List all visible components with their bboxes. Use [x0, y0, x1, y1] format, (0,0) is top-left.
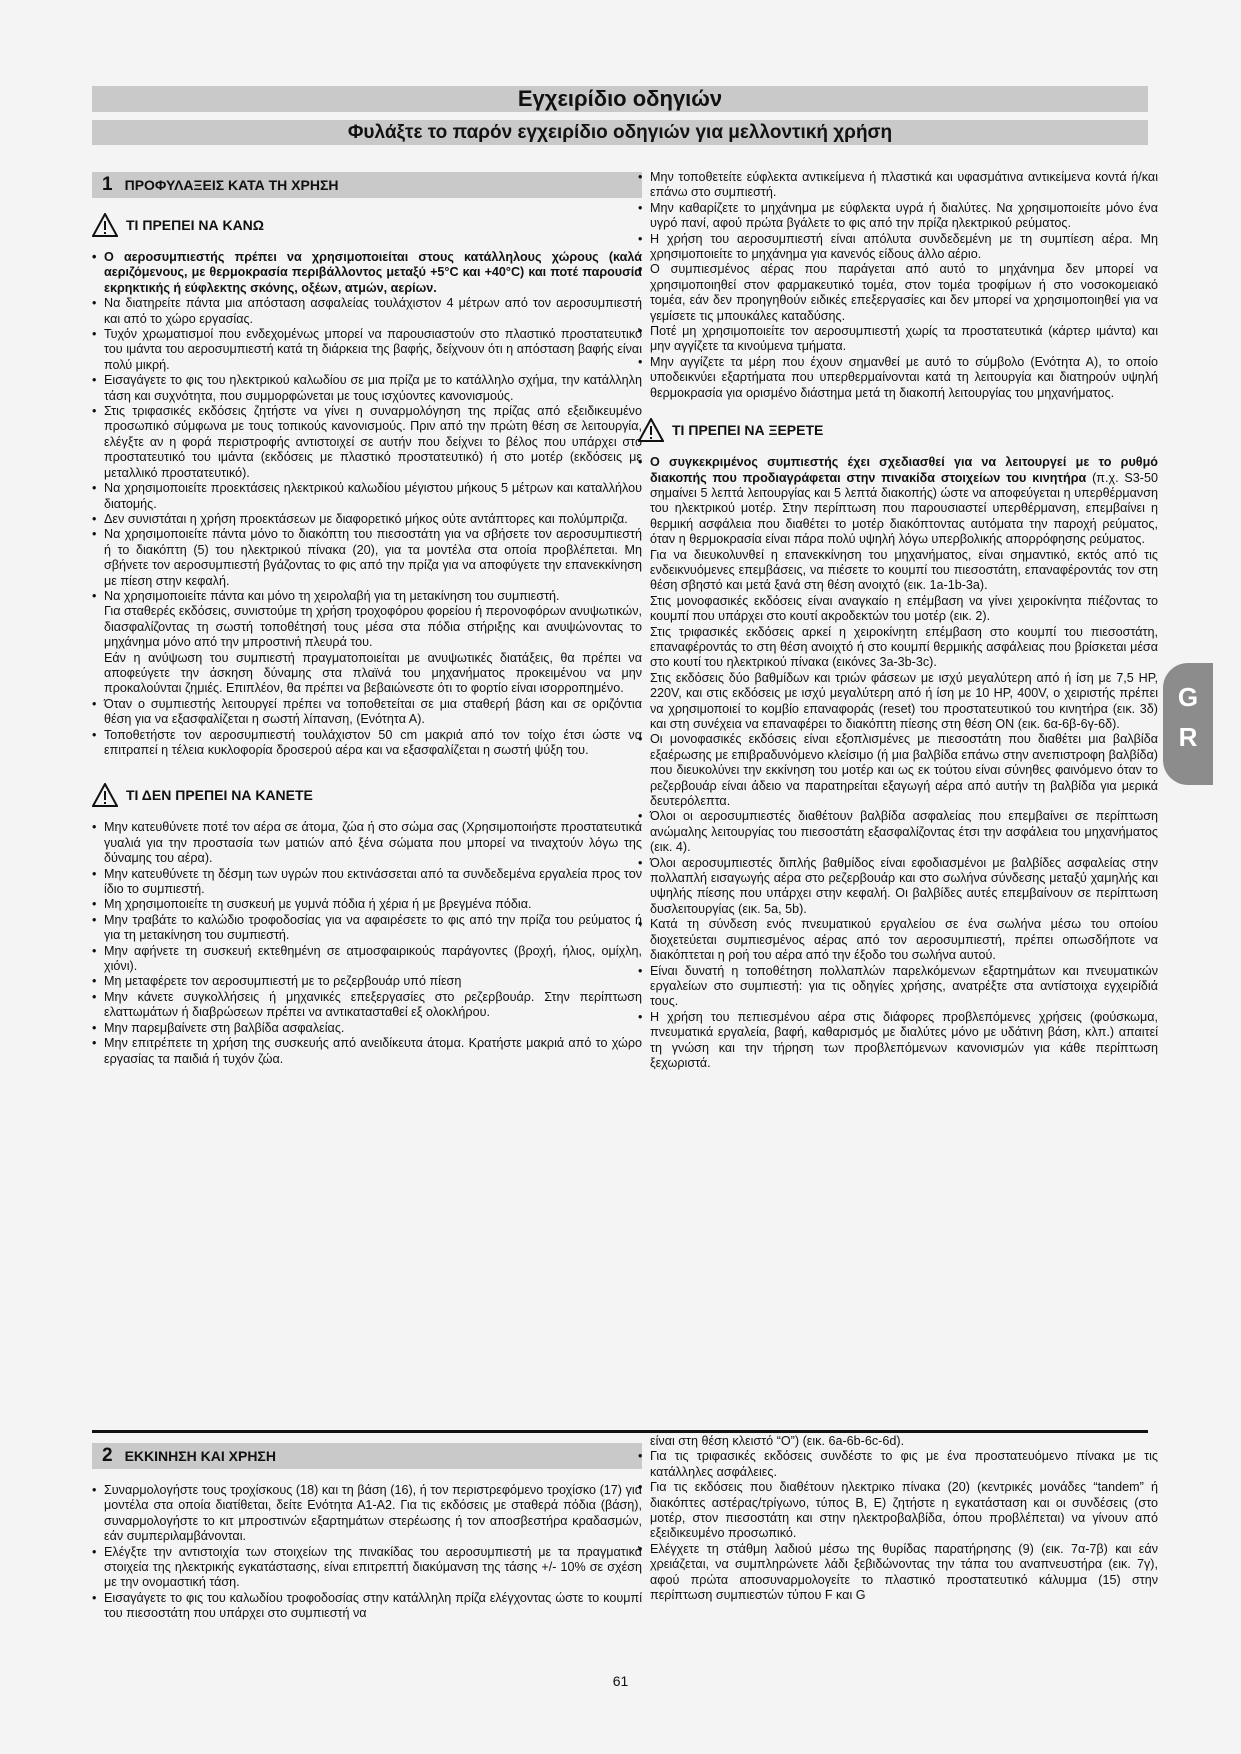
know-list-continued	[638, 732, 1158, 1071]
list-item: • Να χρησιμοποιείτε πάντα μόνο το διακόπτη του πιεσοστάτη για να σβήσετε τον αεροσυμπιεστή ή το διακόπτη (5) του ηλεκτρικού πίνακα (20), για τα μοντέλα στα οποία προβλέπεται. Μη σβήνετε τον αεροσυμπιεστή βγάζοντας το φις από την πρίζα για να αποφύγετε την επανεκκίνηση με πίεση στην κεφαλή.	[92, 527, 642, 589]
know-list	[638, 455, 1158, 547]
left-column	[92, 172, 642, 1067]
list-item: • Οι μονοφασικές εκδόσεις είναι εξοπλισμένες με πιεσοστάτη που διαθέτει μια βαλβίδα εξαέρωσης με επιβραδυνόμενο κλείσιμο (ή μια βαλβίδα επάνω στην ανεπιστροφη βαλβίδα) που διευκολύνει την εκκίνηση του μοτέρ και ως εκ τούτου είναι σύνηθες φαινόμενο όταν το ρεζερβουάρ είναι άδειο να παρατηρείται εξαγωγή αέρα από αυτήν τη βαλβίδα για μερικά δευτερόλεπτα.	[638, 732, 1158, 809]
section-1-title: ΠΡΟΦΥΛΑΞΕΙΣ ΚΑΤΑ ΤΗ ΧΡΗΣΗ	[124, 177, 339, 193]
right-precautions-list	[638, 170, 1158, 401]
know-heading	[638, 417, 1158, 443]
must-do-heading	[92, 212, 642, 238]
startup-list-continued	[638, 1449, 1158, 1603]
list-item: • Μη μεταφέρετε τον αεροσυμπιεστή με το ρεζερβουάρ υπό πίεση	[92, 974, 642, 989]
must-not-heading	[92, 782, 642, 808]
warning-icon	[638, 418, 664, 442]
paragraph: Εάν η ανύψωση του συμπιεστή πραγματοποιείται με ανυψωτικές διατάξεις, θα πρέπει να αποφεύγετε την άσκηση δύναμης στα πλαϊνά του μηχανήματος προκειμένου να μην προκαλούνται ζημιές. Επιπλέον, θα πρέπει να βεβαιώνεστε ότι το φορτίο είναι ισορροπημένο.	[104, 650, 642, 696]
list-item: • Τοποθετήστε τον αεροσυμπιεστή τουλάχιστον 50 cm μακριά από τον τοίχο έτσι ώστε να επιτραπεί η τέλεια κυκλοφορία δροσερού αέρα και να εξασφαλίζεται η σωστή ψύξη του.	[92, 728, 642, 759]
manual-subtitle: Φυλάξτε το παρόν εγχειρίδιο οδηγιών για μελλοντική χρήση	[92, 120, 1148, 145]
must-do-list-continued	[92, 697, 642, 759]
page-number: 61	[612, 1673, 629, 1689]
list-item: • Ποτέ μη χρησιμοποιείτε τον αεροσυμπιεστή χωρίς τα προστατευτικά (κάρτερ ιμάντα) και μην αγγίζετε τα κινούμενα τμήματα.	[638, 324, 1158, 355]
list-item: • Να διατηρείτε πάντα μια απόσταση ασφαλείας τουλάχιστον 4 μέτρων από τον αεροσυμπιεστή και από το χώρο εργασίας.	[92, 296, 642, 327]
list-item: • Η χρήση του πεπιεσμένου αέρα στις διάφορες προβλεπόμενες χρήσεις (φούσκωμα, πνευματικά εργαλεία, βαφή, καθαρισμός με διαλύτες μόνο με υδάτινη βάση, κλπ.) απαιτεί τη γνώση και την τήρηση των προβλεπόμενων κανονισμών για κάθε περίπτωση ξεχωριστά.	[638, 1010, 1158, 1072]
list-item: • Μην τοποθετείτε εύφλεκτα αντικείμενα ή πλαστικά και υφασμάτινα αντικείμενα κοντά ή/και επάνω στο συμπιεστή.	[638, 170, 1158, 201]
language-tab	[1163, 663, 1213, 785]
list-item: • Όλοι οι αεροσυμπιεστές διαθέτουν βαλβίδα ασφαλείας που επεμβαίνει σε περίπτωση ανώμαλης λειτουργίας του πιεσοστάτη εξασφαλίζοντας έτσι την ασφάλεια του μηχανήματος (εικ. 4).	[638, 809, 1158, 855]
section-2-title: ΕΚΚΙΝΗΣΗ ΚΑΙ ΧΡΗΣΗ	[124, 1448, 276, 1464]
know-item-rest: (π.χ. S3-50 σημαίνει 5 λεπτά λειτουργίας και 5 λεπτά διακοπής) ώστε να αποφεύγεται η υπερθέρμανση του ηλεκτρικού μοτέρ. Στην περίπτωση που παρουσιαστεί υπερθέρμανση, επεμβαίνει η θερμική ασφάλεια που διαθέτει το μοτέρ διακόπτοντας αυτόματα την παροχή ρεύματος, όταν η θερμοκρασία είναι πάρα πολύ υψηλή λόγω υπερβολικής απορρόφησης ρεύματος.	[650, 470, 1158, 547]
list-item: • Μην τραβάτε το καλώδιο τροφοδοσίας για να αφαιρέσετε το φις από την πρίζα του ρεύματος ή για τη μετακίνηση του συμπιεστή.	[92, 913, 642, 944]
list-item: • Μην αγγίζετε τα μέρη που έχουν σημανθεί με αυτό το σύμβολο (Ενότητα Α), το οποίο υποδεικνύει εξαρτήματα που υπερθερμαίνονται κατά τη λειτουργία και διατηρούν υψηλή θερμοκρασία για ορισμένο διάστημα μετά τη διακοπή λειτουργίας του μηχανήματος.	[638, 355, 1158, 401]
list-item: • Να χρησιμοποιείτε προεκτάσεις ηλεκτρικού καλωδίου μέγιστου μήκους 5 μέτρων και καταλλήλου διατομής.	[92, 481, 642, 512]
list-item: • Ο συμπιεσμένος αέρας που παράγεται από αυτό το μηχάνημα δεν μπορεί να χρησιμοποιηθεί στον φαρμακευτικό τομέα, στον τομέα τροφίμων ή στο νοσοκομειακό τομέα, εάν δεν προηγηθούν ειδικές επεξεργασίες και δεν μπορεί να χρησιμοποιηθεί για να γεμίσετε τις μπουκάλες καταδύσης.	[638, 262, 1158, 324]
list-item: • Συναρμολογήστε τους τροχίσκους (18) και τη βάση (16), ή τον περιστρεφόμενο τροχίσκο (17) για μοντέλα στα οποία διατίθεται, δείτε Ενότητα Α1-Α2. Για τις εκδόσεις με σταθερά πόδια (βάση), συναρμολογήστε το κιτ μπροστινών εξαρτημάτων στερέωσης ή τον αποσβεστήρα κραδασμών, εάν συμπεριλαμβάνονται.	[92, 1483, 642, 1545]
must-do-list	[92, 250, 642, 604]
list-item: • Μην κατευθύνετε ποτέ τον αέρα σε άτομα, ζώα ή στο σώμα σας (Χρησιμοποιήστε προστατευτικά γυαλιά για την προστασία των ματιών από ξένα σώματα που μπορεί να τιναχτούν λόγω της δύναμης του αέρα).	[92, 820, 642, 866]
paragraph: είναι στη θέση κλειστό “O”) (εικ. 6a-6b-6c-6d).	[650, 1434, 905, 1448]
list-item: • Κατά τη σύνδεση ενός πνευματικού εργαλείου σε ένα σωλήνα μέσω του οποίου διοχετεύεται συμπιεσμένος αέρας από τον αεροσυμπιεστή, πρέπει οπωσδήποτε να διακόπτεται η ροή του αέρα από την έξοδο του σωλήνα αυτού.	[638, 917, 1158, 963]
warning-icon	[92, 213, 118, 237]
list-item: • Εισαγάγετε το φις του ηλεκτρικού καλωδίου σε μια πρίζα με το κατάλληλο σχήμα, την κατάλληλη τάση και συχνότητα, που συμμορφώνεται με τους ισχύοντες κανονισμούς.	[92, 373, 642, 404]
list-item: • Για τις εκδόσεις που διαθέτουν ηλεκτρικο πίνακα (20) (κεντρικές μονάδες “tandem” ή διακόπτες αστέρας/τρίγωνο, τύπος B, E) ζητήστε η εγκατάσταση και οι συνδέσεις (στο μοτέρ, στον πιεσοστάτη και στην ηλεκτροβαλβίδα, όπου προβλέπεται) να γίνουν από εξειδικευμένο προσωπικό.	[638, 1480, 1158, 1542]
list-item: • Δεν συνιστάται η χρήση προεκτάσεων με διαφορετικό μήκος ούτε αντάπτορες και πολύμπριζα.	[92, 512, 642, 527]
paragraph: Για σταθερές εκδόσεις, συνιστούμε τη χρήση τροχοφόρου φορείου ή περονοφόρων ανυψωτικών, διασφαλίζοντας τη σωστή τοποθέτησή τους μέσα στα πόδια στήριξης και ανυψώνοντας το μηχάνημα μόνο από την μπροστινή πλευρά του.	[104, 604, 642, 650]
right-column	[638, 170, 1158, 1071]
manual-title: Εγχειρίδιο οδηγιών	[92, 86, 1148, 112]
language-tab-letter: G	[1177, 682, 1199, 712]
list-item: • Μην παρεμβαίνετε στη βαλβίδα ασφαλείας.	[92, 1021, 642, 1036]
list-item: • Να χρησιμοποιείτε πάντα και μόνο τη χειρολαβή για τη μετακίνηση του συμπιεστή.	[92, 589, 642, 604]
section-2-left-column	[92, 1443, 642, 1622]
must-do-title: ΤΙ ΠΡΕΠΕΙ ΝΑ ΚΑΝΩ	[126, 217, 265, 233]
paragraph: Στις εκδόσεις δύο βαθμίδων και τριών φάσεων με ισχύ μεγαλύτερη από ή ίση με 7,5 HP, 220V, και στις εκδόσεις με ισχύ μεγαλύτερη από ή ίση με 10 HP, 400V, ο χειριστής πρέπει να χρησιμοποιεί το κομβίο επαναφοράς (reset) του προστατευτικού του κινητήρα (εικ. 3δ) και στη συνέχεια να επαναφέρει το διακόπτη πίεσης στη θέση ON (εικ. 6α-6β-6γ-6δ).	[650, 670, 1158, 731]
list-item: • Μην επιτρέπετε τη χρήση της συσκευής από ανειδίκευτα άτομα. Κρατήστε μακριά από το χώρο εργασίας τα παιδιά ή τυχόν ζώα.	[92, 1036, 642, 1067]
know-item-bold: Ο συγκεκριμένος συμπιεστής έχει σχεδιασθεί για να λειτουργεί με το ρυθμό διακοπής που προδιαγράφεται στην πινακίδα στοιχείων του κινητήρα	[650, 455, 1158, 485]
list-item: • Όταν ο συμπιεστής λειτουργεί πρέπει να τοποθετείται σε μια σταθερή βάση και σε οριζόντια θέση για να εξασφαλίζεται η σωστή λίπανση, (Ενότητα Α).	[92, 697, 642, 728]
paragraph: Στις τριφασικές εκδόσεις αρκεί η χειροκίνητη επέμβαση στο κουμπί του πιεσοστάτη, επαναφέροντάς το στη θέση ανοιχτό ή στο κουμπί θερμικής ασφάλειας που βρίσκεται μέσα στο κουτί του ηλεκτρικού πίνακα (εικόνες 3a-3b-3c).	[650, 624, 1158, 670]
must-not-list	[92, 820, 642, 1067]
section-divider	[92, 1430, 1148, 1433]
list-item: • Για τις τριφασικές εκδόσεις συνδέστε το φις με ένα προστατευόμενο πίνακα με τις κατάλληλες ασφάλειες.	[638, 1449, 1158, 1480]
section-2-heading	[92, 1443, 642, 1469]
paragraph: Για να διευκολυνθεί η επανεκκίνηση του μηχανήματος, είναι σημαντικό, εκτός από τις ενδεικνυόμενες επεμβάσεις, να πιέσετε το κουμπί του πιεσοστάτη, επαναφέροντάς τον στη θέση σβηστό και μετά ξανά στη θέση ανοιχτό (εικ. 1a-1b-3a).	[650, 547, 1158, 593]
list-item: • Είναι δυνατή η τοποθέτηση πολλαπλών παρελκόμενων εξαρτημάτων και πνευματικών εργαλείων στο συμπιεστή: για τις οδηγίες χρήσης, ανατρέξτε στα αντίστοιχα εγχειρίδιά τους.	[638, 964, 1158, 1010]
list-item: • Μην αφήνετε τη συσκευή εκτεθημένη σε ατμοσφαιρικούς παράγοντες (βροχή, ήλιος, ομίχλη, χιόνι).	[92, 944, 642, 975]
section-1-number: 1	[102, 174, 113, 195]
warning-icon	[92, 783, 118, 807]
list-item: • Ελέγχετε τη στάθμη λαδιού μέσω της θυρίδας παρατήρησης (9) (εικ. 7α-7β) και εάν χρειάζεται, να συμπληρώνετε λάδι ξεβιδώνοντας την τάπα του αναπνευστήρα (εικ. 7γ), αφού πρώτα αποσυναρμολογείτε το πλαστικό προστατευτικό κάλυμμα (15) στην περίπτωση συμπιεστών τύπου F και G	[638, 1542, 1158, 1604]
know-title: ΤΙ ΠΡΕΠΕΙ ΝΑ ΞΕΡΕΤΕ	[672, 422, 824, 439]
list-item: • Η χρήση του αεροσυμπιεστή είναι απόλυτα συνδεδεμένη με τη συμπίεση αέρα. Μη χρησιμοποιείτε το μηχάνημα για κανενός είδους άλλο αέριο.	[638, 232, 1158, 263]
language-tab-letter: R	[1178, 722, 1198, 752]
paragraph: Στις μονοφασικές εκδόσεις είναι αναγκαίο η επέμβαση να γίνει χειροκίνητα πιέζοντας το κουμπί που υπάρχει στο κουτί ακροδεκτών του μοτέρ (εικ. 2).	[650, 593, 1158, 624]
list-item: • Μην καθαρίζετε το μηχάνημα με εύφλεκτα υγρά ή διαλύτες. Να χρησιμοποιείτε μόνο ένα υγρό πανί, αφού πρώτα βγάλετε το φις από την πρίζα ηλεκτρικού ρεύματος.	[638, 201, 1158, 232]
list-item: • Μην κατευθύνετε τη δέσμη των υγρών που εκτινάσσεται από τα συνδεδεμένα εργαλεία προς τον ίδιο το συμπιεστή.	[92, 867, 642, 898]
startup-list	[92, 1483, 642, 1622]
list-item: • Όλοι αεροσυμπιεστές διπλής βαθμίδος είναι εφοδιασμένοι με βαλβίδες ασφαλείας στην πολλαπλή εισαγωγής αέρα στο ρεζερβουάρ και στο σωλήνα σύνδεσης μεταξύ χαμηλής και υψηλής πίεσης που υπάρχει στην κεφαλή. Οι βαλβίδες αυτές επεμβαίνουν σε περίπτωση δυσλειτουργίας (εικ. 5a, 5b).	[638, 856, 1158, 918]
list-item: • Εισαγάγετε το φις του καλωδίου τροφοδοσίας στην κατάλληλη πρίζα ελέγχοντας ώστε το κουμπί του πιεσοστάτη που υπάρχει στο συμπιεστή να	[92, 1591, 642, 1622]
list-item: • Μη χρησιμοποιείτε τη συσκευή με γυμνά πόδια ή χέρια ή με βρεγμένα πόδια.	[92, 897, 642, 912]
list-item: • Ελέγξτε την αντιστοιχία των στοιχείων της πινακίδας του αεροσυμπιεστή με τα πραγματικά στοιχεία της ηλεκτρικής εγκατάστασης, είναι επιτρεπτή διακύμανση της τάσης +/- 10% σε σχέση με την ονομαστική τάση.	[92, 1545, 642, 1591]
section-2-right-column	[638, 1434, 1158, 1603]
list-item	[638, 455, 1158, 547]
list-item: • Τυχόν χρωματισμοί που ενδεχομένως μπορεί να παρουσιαστούν στο πλαστικό προστατευτικό του ιμάντα του αεροσυμπιεστή κατά τη διάρκεια της βαφής, δείχνουν ότι η απόσταση βαφής είναι πολύ μικρή.	[92, 327, 642, 373]
list-item: • Ο αεροσυμπιεστής πρέπει να χρησιμοποιείται στους κατάλληλους χώρους (καλά αεριζόμενους, με θερμοκρασία περιβάλλοντος μεταξύ +5°C και +40°C) και ποτέ παρουσία εκρηκτικής ή εύφλεκτης σκόνης, οξέων, ατμών, αερίων.	[92, 250, 642, 296]
section-2-number: 2	[102, 1445, 113, 1466]
section-1-heading	[92, 172, 642, 198]
list-item: • Μην κάνετε συγκολλήσεις ή μηχανικές επεξεργασίες στο ρεζερβουάρ. Στην περίπτωση ελαττωμάτων ή διαβρώσεων πρέπει να αντικατασταθεί εξ ολοκλήρου.	[92, 990, 642, 1021]
list-item: • Στις τριφασικές εκδόσεις ζητήστε να γίνει η συναρμολόγηση της πρίζας από εξειδικευμένο προσωπικό σύμφωνα με τους τοπικούς κανονισμούς. Πριν από την πρώτη θέση σε λειτουργία, ελέγξτε αν η φορά περιστροφής αντιστοιχεί σε αυτήν που δείχνει το βέλος που υπάρχει στο προστατευτικό του ιμάντα (εκδόσεις με πλαστικό προστατευτικό) ή στο μοτέρ (εκδόσεις με μεταλλικό προστατευτικό).	[92, 404, 642, 481]
must-not-title: ΤΙ ΔΕΝ ΠΡΕΠΕΙ ΝΑ ΚΑΝΕΤΕ	[126, 787, 313, 804]
